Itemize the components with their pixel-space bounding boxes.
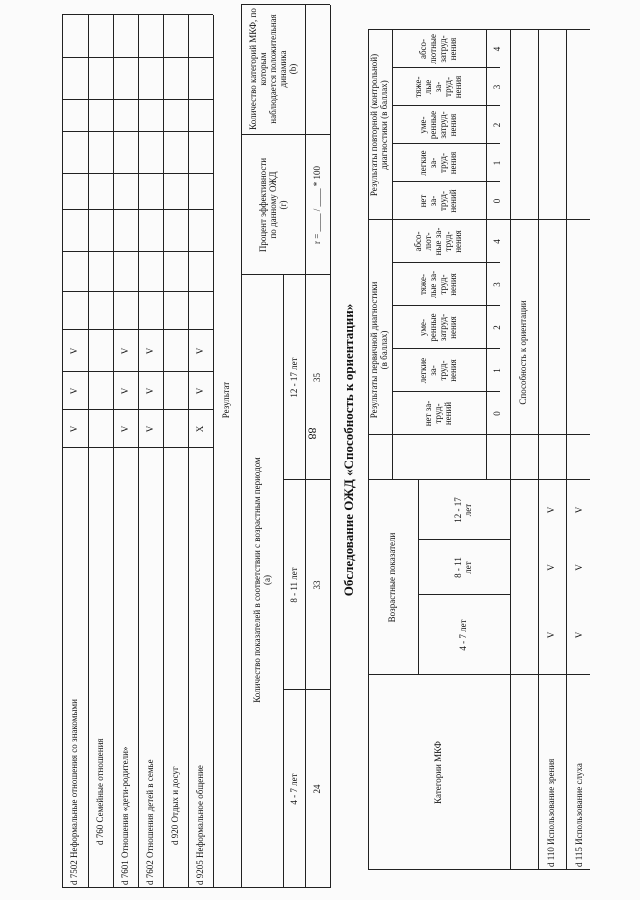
table-b-mark: V: [546, 631, 557, 639]
repeat-score: 4: [492, 46, 503, 52]
primary-level-header: абсо- лют- ные за- труд- нения: [413, 227, 463, 256]
table-a-mark: V: [194, 347, 205, 355]
repeat-score: 0: [492, 198, 503, 204]
result-b-header: Количество категорий МКФ, по которым наблюдается положительная динамика (b): [248, 8, 298, 130]
table-a-mark: V: [119, 347, 130, 355]
result-age-12-17: 12 - 17 лет: [288, 357, 299, 398]
table-a-mark: [88, 372, 113, 410]
age-header: Возрастные показатели: [387, 532, 398, 623]
result-rule: [241, 5, 242, 888]
primary-diagnostics-header: Результаты первичной диагностики (в баллах): [369, 281, 389, 419]
result-age-8-11: 8 - 11 лет: [288, 567, 299, 603]
result-a-header: Количество показателей в соответствии с возрастным периодом (а): [252, 457, 272, 703]
table-a-row-label: d 760 Семейные отношения: [94, 738, 105, 845]
primary-score: 3: [492, 282, 503, 287]
repeat-level-header: тяже- лые за- труд- нения: [413, 75, 463, 99]
table-a-mark: V: [68, 387, 79, 395]
table-a-mark: V: [68, 347, 79, 355]
result-count-12-17: 35: [312, 373, 323, 382]
table-b-mark: V: [546, 564, 557, 571]
table-a-row-label: d 9205 Неформальное общение: [194, 765, 205, 885]
table-a-row-label: d 7602 Отношения детей в семье: [144, 759, 155, 885]
table-a-rule: [62, 209, 213, 210]
result-title: Результат: [221, 381, 232, 419]
result-count-4-7: 24: [312, 784, 323, 794]
primary-level-header: тяже- лые за- труд- нения: [418, 270, 458, 299]
age-4-7-header: 4 - 7 лет: [458, 619, 469, 651]
table-a-mark: V: [144, 387, 155, 395]
table-a-mark: V: [119, 425, 130, 433]
category-header: Категории МКФ: [433, 741, 444, 804]
table-b-mark: V: [574, 564, 585, 571]
result-count-8-11: 33: [312, 580, 323, 590]
table-b-mark: V: [574, 631, 585, 639]
table-a-rule: [62, 251, 213, 252]
table-b-row-label: d 110 Использование зрения: [546, 758, 557, 867]
primary-level-header: легкие за- труд- нения: [418, 357, 458, 384]
table-a-row-label: d 7601 Отношения «дети-родители»: [119, 746, 130, 885]
table-a-mark: [163, 372, 188, 410]
primary-score: 0: [492, 411, 503, 416]
table-a-rule: [62, 131, 213, 132]
table-a-mark: [163, 410, 188, 448]
section-heading: Обследование ОЖД «Способность к ориентации»: [340, 303, 356, 597]
table-a-mark: [88, 410, 113, 448]
result-r-header: Процент эффективности по данному ОЖД (r): [258, 157, 288, 253]
table-a-mark: V: [68, 425, 79, 433]
table-a-mark: V: [144, 425, 155, 433]
page-number: 88: [305, 427, 320, 440]
table-a-rule: [62, 14, 213, 15]
table-a-mark: [163, 330, 188, 372]
primary-score: 1: [492, 368, 503, 373]
age-8-11-header: 8 - 11 лет: [453, 557, 473, 578]
table-b-mark: V: [574, 506, 585, 514]
repeat-score: 2: [492, 122, 503, 128]
table-a-row-label: d 920 Отдых и досуг: [169, 766, 180, 845]
table-a-rule: [62, 173, 213, 174]
subsection-label: Способность к ориентации: [518, 300, 529, 405]
table-b-mark: V: [546, 506, 557, 514]
result-rule: [241, 134, 330, 135]
table-a-mark: X: [194, 425, 205, 433]
repeat-level-header: абсо- лютные затруд- нения: [418, 34, 458, 64]
age-12-17-header: 12 - 17 лет: [453, 497, 473, 523]
primary-level-header: уме- ренные затруд- нения: [418, 313, 458, 342]
primary-level-header: нет за- труд- нений: [423, 400, 453, 427]
repeat-score: 1: [492, 160, 503, 166]
table-a-mark: V: [119, 387, 130, 395]
result-formula: r = ____ / ____ * 100: [312, 165, 323, 245]
table-a-rule: [62, 57, 213, 58]
result-rule: [241, 4, 330, 5]
table-a-mark: V: [144, 347, 155, 355]
repeat-level-header: легкие за- труд- нения: [418, 150, 458, 176]
result-rule: [330, 5, 331, 888]
table-a-rule: [62, 99, 213, 100]
table-a-row-label: d 7502 Неформальные отношения со знакомыми: [68, 699, 79, 885]
table-a-mark: [88, 330, 113, 372]
table-a-mark: V: [194, 387, 205, 395]
table-b-row-label: d 115 Использование слуха: [574, 763, 585, 867]
repeat-level-header: уме- ренные затруд- нения: [418, 110, 458, 140]
result-age-4-7: 4 - 7 лет: [288, 773, 299, 805]
primary-score: 2: [492, 325, 503, 330]
table-a-rule: [62, 291, 213, 292]
repeat-score: 3: [492, 84, 503, 90]
repeat-diagnostics-header: Результаты повторной (контрольной) диагностики (в баллах): [369, 53, 389, 197]
repeat-level-header: нет за- труд- нений: [418, 189, 458, 213]
primary-score: 4: [492, 239, 503, 244]
